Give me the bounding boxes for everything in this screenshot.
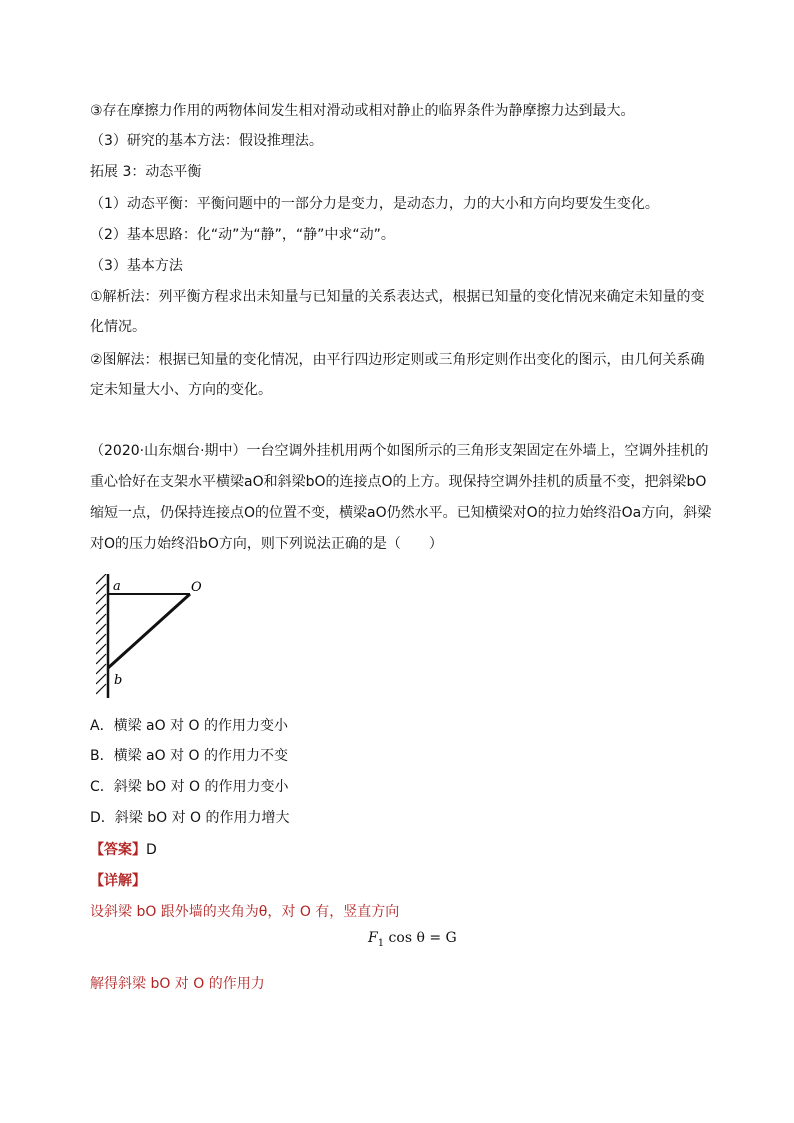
bracket-diagram — [96, 574, 206, 700]
detail-sentence-2: 解得斜梁 bO 对 O 的作用力 — [90, 976, 265, 992]
answer-line — [90, 840, 157, 860]
text-line-2: （3）研究的基本方法：假设推理法。 — [90, 133, 323, 149]
extension-heading: 拓展 3：动态平衡 — [90, 164, 202, 180]
option-a: A．横梁 aO 对 O 的作用力变小 — [90, 718, 288, 734]
answer-label: 【答案】 — [90, 842, 146, 858]
label-o: O — [191, 580, 202, 595]
text-line-4: （1）动态平衡：平衡问题中的一部分力是变力，是动态力，力的大小和方向均要发生变化。 — [90, 196, 659, 212]
detail-sentence-1: 设斜梁 bO 跟外墙的夹角为θ，对 O 有，竖直方向 — [90, 904, 400, 920]
inclined-beam-bO — [108, 594, 190, 668]
equation-rest: cos θ = G — [384, 930, 457, 946]
equation-force: F — [368, 930, 378, 946]
text-line-6: （3）基本方法 — [90, 258, 183, 274]
question-text: （2020·山东烟台·期中）一台空调外挂机用两个如图所示的三角形支架固定在外墙上，空调外挂机的重心恰好在支架水平横梁aO和斜梁bO的连接点O的上方。现保持空调外挂机的质量不变，把斜梁bO缩短一点，仍保持连接点O的位置不变，横梁aO仍然水平。已知横梁对O的拉力始终沿Oa方向，斜梁对O的压力始终沿bO方向，则下列说法正确的是（ ） — [90, 443, 712, 552]
label-b: b — [114, 673, 123, 688]
option-d: D．斜梁 bO 对 O 的作用力增大 — [90, 810, 290, 826]
option-b: B．横梁 aO 对 O 的作用力不变 — [90, 748, 289, 764]
option-c: C．斜梁 bO 对 O 的作用力变小 — [90, 779, 289, 795]
wall-hatching — [96, 574, 106, 694]
detail-label: 【详解】 — [90, 873, 146, 889]
graphic-method-paragraph: ②图解法：根据已知量的变化情况，由平行四边形定则或三角形定则作出变化的图示，由几何关系确定未知量大小、方向的变化。 — [90, 352, 705, 398]
text-line-1: ③存在摩擦力作用的两物体间发生相对滑动或相对静止的临界条件为静摩擦力达到最大。 — [90, 103, 635, 119]
label-a: a — [113, 579, 121, 594]
answer-value: D — [146, 842, 157, 858]
text-line-5: （2）基本思路：化“动”为“静”，“静”中求“动”。 — [90, 227, 395, 243]
equation-subscript: 1 — [377, 937, 385, 949]
equation — [368, 930, 457, 949]
analytic-method-paragraph: ①解析法：列平衡方程求出未知量与已知量的关系表达式，根据已知量的变化情况来确定未知量的变化情况。 — [90, 289, 705, 335]
